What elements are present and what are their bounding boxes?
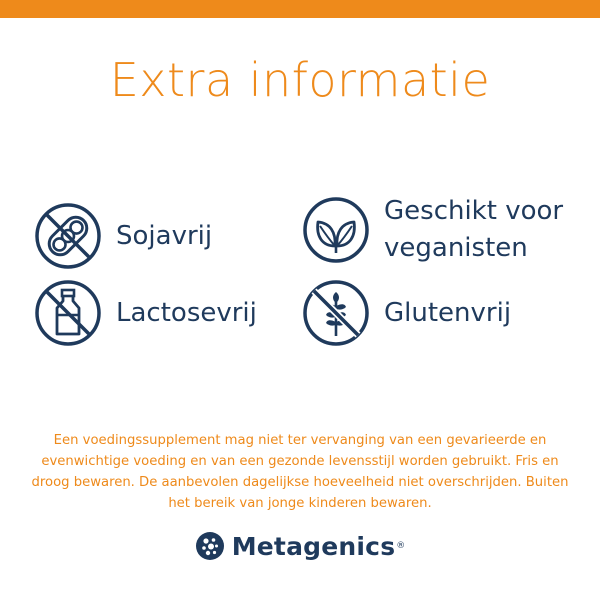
leaves-icon bbox=[302, 196, 370, 264]
feature-gluten-free bbox=[302, 279, 511, 347]
metagenics-logo-icon bbox=[195, 531, 225, 561]
feature-label-soy-free: Sojavrij bbox=[116, 220, 213, 251]
feature-soy-free bbox=[34, 202, 212, 270]
no-soy-icon bbox=[34, 202, 102, 270]
feature-label-gluten-free: Glutenvrij bbox=[384, 297, 512, 328]
registered-mark: ® bbox=[396, 541, 406, 551]
feature-label-vegan: Geschikt voor veganisten bbox=[384, 196, 564, 263]
feature-label-lactose-free: Lactosevrij bbox=[116, 297, 257, 328]
brand-name: Metagenics bbox=[231, 531, 396, 561]
no-wheat-icon bbox=[302, 279, 370, 347]
no-milk-bottle-icon bbox=[34, 279, 102, 347]
feature-lactose-free bbox=[34, 279, 257, 347]
disclaimer-text: Een voedingssupplement mag niet ter vervanging van een gevarieerde en evenwichtige voeding en van een gezonde levensstijl worden gebruikt. Fris en droog bewaren. De aanbevolen dagelijkse hoeveelheid niet overschrijden. Buiten het bereik van jonge kinderen bewaren. bbox=[31, 433, 569, 511]
brand-logo bbox=[0, 531, 600, 561]
feature-vegan bbox=[302, 193, 563, 267]
page-title: Extra informatie bbox=[109, 53, 491, 107]
top-accent-bar bbox=[0, 0, 600, 18]
